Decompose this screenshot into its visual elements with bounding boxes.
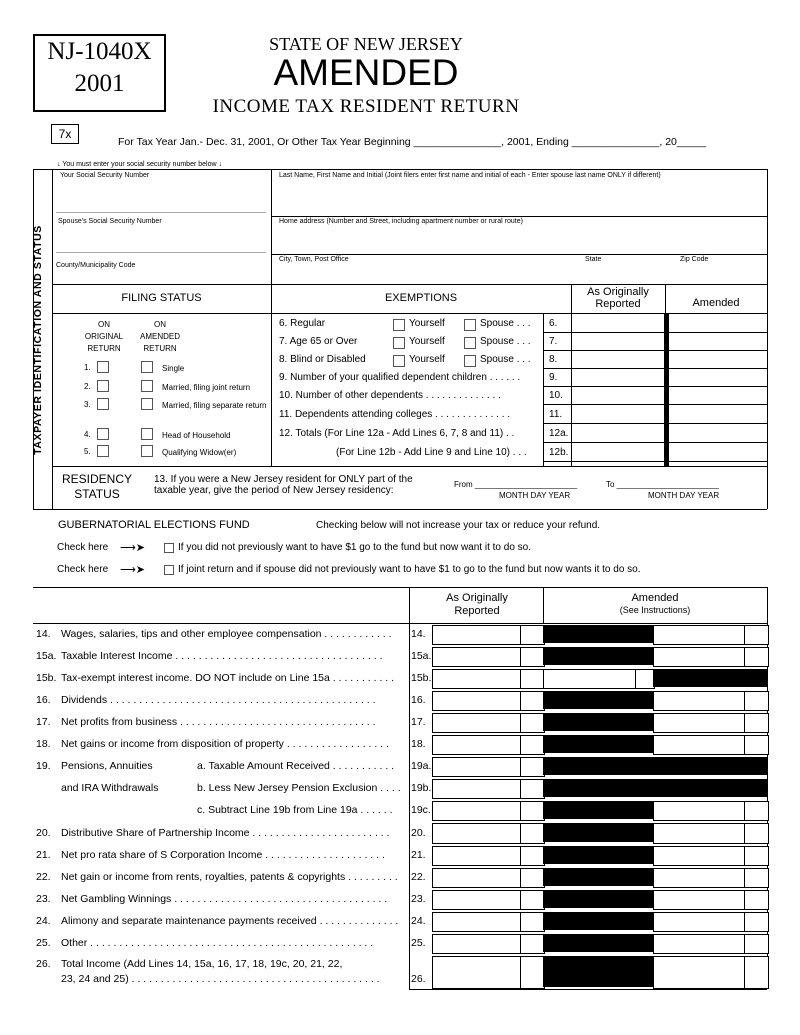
- income-col-amended-note: (See Instructions): [619, 605, 691, 615]
- income-amended-cents[interactable]: [744, 735, 769, 755]
- filing-status-number: 5.: [84, 447, 91, 456]
- income-amended-field[interactable]: [653, 868, 747, 888]
- shaded-block: [543, 890, 654, 908]
- income-original-cents[interactable]: [520, 934, 545, 954]
- income-original-cents[interactable]: [520, 912, 545, 932]
- exemption-label: 9. Number of your qualified dependent children . . . . . .: [279, 372, 521, 383]
- income-amended-field[interactable]: [653, 956, 747, 989]
- income-original-field[interactable]: [432, 912, 523, 932]
- exemption-spouse-checkbox[interactable]: [464, 337, 476, 349]
- filing-status-original-checkbox[interactable]: [97, 380, 109, 392]
- income-original-cents[interactable]: [520, 625, 545, 645]
- income-original-field[interactable]: [432, 779, 523, 799]
- form-id: NJ-1040X: [47, 38, 152, 65]
- exemption-amended-field[interactable]: [670, 333, 766, 350]
- exemption-line-number: 11.: [549, 409, 563, 420]
- income-original-field[interactable]: [432, 669, 523, 689]
- exemption-line-number: 12a.: [549, 428, 569, 439]
- income-line-label: and IRA Withdrawals: [61, 782, 159, 794]
- income-original-field[interactable]: [432, 625, 523, 645]
- exemption-label: 7. Age 65 or Over: [279, 336, 358, 347]
- income-amended-field[interactable]: [653, 735, 747, 755]
- shaded-block: [543, 647, 654, 665]
- exemption-original-field[interactable]: [572, 333, 664, 350]
- income-amended-cents[interactable]: [744, 823, 769, 844]
- exemption-label: 6. Regular: [279, 318, 326, 329]
- exemption-line-number: 10.: [549, 390, 563, 401]
- income-original-field[interactable]: [432, 713, 523, 733]
- exemption-original-field[interactable]: [572, 387, 664, 404]
- county-label: County/Municipality Code: [56, 262, 136, 269]
- exemption-yourself-label: Yourself: [409, 354, 445, 365]
- income-line-ref: 24.: [411, 915, 426, 927]
- exemption-spouse-label: Spouse . . .: [480, 318, 531, 329]
- income-original-field[interactable]: [432, 846, 523, 866]
- exemption-spouse-checkbox[interactable]: [464, 319, 476, 331]
- income-sub-label: c. Subtract Line 19b from Line 19a . . . . . .: [197, 804, 393, 816]
- state-title: STATE OF NEW JERSEY: [269, 34, 463, 54]
- exemption-label: 12. Totals (For Line 12a - Add Lines 6, 7, 8 and 11) . .: [279, 428, 515, 439]
- exemption-original-field[interactable]: [572, 315, 664, 332]
- shaded-block: [543, 735, 654, 753]
- shaded-block: [543, 625, 654, 643]
- exemption-line-number: 7.: [549, 336, 558, 347]
- arrow-right-icon: ⟶➤: [120, 542, 145, 554]
- income-original-cents[interactable]: [520, 956, 545, 989]
- income-amended-field[interactable]: [653, 691, 747, 711]
- income-line-number: 15b.: [36, 672, 57, 684]
- income-original-field[interactable]: [432, 735, 523, 755]
- income-original-cents[interactable]: [520, 801, 545, 821]
- exemptions-col-original: As Originally Reported: [587, 286, 649, 310]
- income-amended-field[interactable]: [653, 846, 747, 866]
- income-sub-label: a. Taxable Amount Received . . . . . . . . . . .: [197, 760, 395, 772]
- income-amended-cents[interactable]: [744, 801, 769, 821]
- income-line-ref: 19a.: [411, 760, 432, 772]
- shaded-block: [543, 934, 654, 952]
- spouse-ssn-input[interactable]: [56, 252, 266, 253]
- income-line-number: 21.: [36, 849, 51, 861]
- income-line-ref: 20.: [411, 827, 426, 839]
- spouse-ssn-label: Spouse's Social Security Number: [58, 218, 162, 225]
- shaded-block: [543, 823, 654, 842]
- exemption-yourself-checkbox[interactable]: [393, 319, 405, 331]
- income-amended-cents[interactable]: [744, 846, 769, 866]
- income-line-number: 19.: [36, 760, 51, 772]
- income-original-cents[interactable]: [520, 890, 545, 910]
- exemption-original-field[interactable]: [572, 406, 664, 423]
- filing-status-label: Married, filing joint return: [162, 383, 251, 392]
- col-on-original: ON ORIGINAL RETURN: [84, 320, 124, 353]
- zip-label: Zip Code: [680, 256, 709, 263]
- exemption-label: (For Line 12b - Add Line 9 and Line 10) . . .: [336, 447, 527, 458]
- filing-status-original-checkbox[interactable]: [97, 428, 109, 440]
- exemption-label: 11. Dependents attending colleges . . . . . . . . . . . . . .: [279, 409, 511, 420]
- income-original-field[interactable]: [432, 956, 523, 989]
- income-line-ref: 19c.: [411, 804, 431, 816]
- side-label: TAXPAYER IDENTIFICATION AND STATUS: [32, 225, 44, 455]
- exemption-spouse-label: Spouse . . .: [480, 354, 531, 365]
- income-line-label: Net gain or income from rents, royalties, patents & copyrights . . . . . . . . .: [61, 871, 398, 883]
- exemption-amended-field[interactable]: [670, 425, 766, 442]
- name-label: Last Name, First Name and Initial (Joint filers enter first name and initial of each - Enter spouse last name ONLY if different): [279, 172, 661, 179]
- form-subtitle: INCOME TAX RESIDENT RETURN: [212, 96, 520, 117]
- exemptions-title: EXEMPTIONS: [384, 292, 458, 304]
- shaded-block: [543, 846, 654, 864]
- income-amended-cents[interactable]: [744, 890, 769, 910]
- filing-status-original-checkbox[interactable]: [97, 445, 109, 457]
- income-line-label: Net Gambling Winnings . . . . . . . . . . . . . . . . . . . . . . . . . . . . . . . . . . . . .: [61, 893, 388, 905]
- income-original-field[interactable]: [432, 868, 523, 888]
- income-line-ref: 22.: [411, 871, 426, 883]
- elections-fund-title: GUBERNATORIAL ELECTIONS FUND: [58, 519, 250, 531]
- income-line-label: Distributive Share of Partnership Income . . . . . . . . . . . . . . . . . . . . . . . .: [61, 827, 390, 839]
- income-line-label: Net profits from business . . . . . . . . . . . . . . . . . . . . . . . . . . . . . . . . . .: [61, 716, 376, 728]
- income-col-original: As Originally Reported: [446, 592, 508, 617]
- income-line-label: Total Income (Add Lines 14, 15a, 16, 17, 18, 19c, 20, 21, 22,: [61, 958, 343, 970]
- ssn-label: Your Social Security Number: [60, 172, 150, 179]
- exemption-amended-field[interactable]: [670, 406, 766, 423]
- income-amended-cents[interactable]: [744, 625, 769, 645]
- income-line-ref: 16.: [411, 694, 426, 706]
- filing-status-number: 2.: [84, 382, 91, 391]
- income-line-label-cont: 23, 24 and 25) . . . . . . . . . . . . . . . . . . . . . . . . . . . . . . . . . . . . . . . . . . .: [61, 973, 380, 985]
- exemption-original-field[interactable]: [572, 369, 664, 386]
- income-line-number: 20.: [36, 827, 51, 839]
- income-amended-field[interactable]: [653, 823, 747, 844]
- income-original-cents[interactable]: [520, 691, 545, 711]
- residency-title: RESIDENCY STATUS: [61, 472, 132, 501]
- fund-checkbox-1[interactable]: [164, 543, 174, 553]
- check-here-label-2: Check here: [57, 564, 109, 575]
- shaded-block: [543, 868, 654, 886]
- shaded-block: [543, 691, 654, 709]
- income-original-field[interactable]: [432, 890, 523, 910]
- income-amended-field[interactable]: [653, 890, 747, 910]
- filing-status-amended-checkbox[interactable]: [141, 445, 153, 457]
- income-line-ref: 21.: [411, 849, 426, 861]
- income-line-number: 23.: [36, 893, 51, 905]
- exemption-line-number: 9.: [549, 372, 558, 383]
- shaded-block: [653, 757, 767, 775]
- income-line-label: Wages, salaries, tips and other employee compensation . . . . . . . . . . . .: [61, 628, 392, 640]
- income-amended-field[interactable]: [653, 934, 747, 954]
- exemption-amended-field[interactable]: [670, 315, 766, 332]
- city-label: City, Town, Post Office: [279, 256, 349, 263]
- income-amended-cents[interactable]: [744, 956, 769, 989]
- exemption-line-number: 12b.: [549, 447, 569, 458]
- filing-status-amended-checkbox[interactable]: [141, 398, 153, 410]
- filing-status-amended-checkbox[interactable]: [141, 380, 153, 392]
- income-line-number: 16.: [36, 694, 51, 706]
- income-amended-field[interactable]: [653, 912, 747, 932]
- filing-status-number: 1.: [84, 363, 91, 372]
- income-line-number: 18.: [36, 738, 51, 750]
- income-original-cents[interactable]: [520, 868, 545, 888]
- shaded-block: [543, 801, 654, 819]
- income-line-label: Net pro rata share of S Corporation Income . . . . . . . . . . . . . . . . . . . . .: [61, 849, 385, 861]
- income-original-field[interactable]: [432, 801, 523, 821]
- income-line-label: Pensions, Annuities: [61, 760, 153, 772]
- exemption-yourself-checkbox[interactable]: [393, 355, 405, 367]
- elections-fund-note: Checking below will not increase your tax or reduce your refund.: [316, 520, 601, 531]
- income-original-field[interactable]: [432, 757, 523, 777]
- filing-status-title: FILING STATUS: [121, 292, 202, 304]
- check-here-label-1: Check here: [57, 542, 109, 553]
- income-line-ref: 23.: [411, 893, 426, 905]
- fund-option-1: If you did not previously want to have $1 go to the fund but now want it to do so.: [178, 542, 532, 553]
- income-amended-field[interactable]: [653, 647, 747, 667]
- exemption-label: 10. Number of other dependents . . . . . . . . . . . . . .: [279, 390, 501, 401]
- residency-from-format: MONTH DAY YEAR: [499, 491, 571, 500]
- income-amended-field[interactable]: [543, 669, 638, 689]
- income-original-cents[interactable]: [520, 647, 545, 667]
- filing-status-label: Married, filing separate return: [162, 401, 267, 410]
- fund-option-2: If joint return and if spouse did not previously want to have $1 to go to the fund but now wants it to do so.: [178, 564, 641, 575]
- exemption-line-number: 6.: [549, 318, 558, 329]
- col-on-amended: ON AMENDED RETURN: [139, 320, 180, 353]
- income-col-amended: Amended: [631, 592, 679, 604]
- income-original-cents[interactable]: [520, 735, 545, 755]
- income-original-field[interactable]: [432, 934, 523, 954]
- income-line-number: 22.: [36, 871, 51, 883]
- form-id-box: [33, 34, 166, 112]
- form-code: 7x: [51, 124, 79, 144]
- income-original-field[interactable]: [432, 823, 523, 844]
- income-line-ref: 25.: [411, 937, 426, 949]
- filing-status-number: 3.: [84, 400, 91, 409]
- shaded-block: [543, 713, 654, 731]
- income-line-label: Alimony and separate maintenance payments received . . . . . . . . . . . . . .: [61, 915, 399, 927]
- income-amended-field[interactable]: [653, 625, 747, 645]
- shaded-block: [653, 669, 767, 687]
- residency-from[interactable]: From _______________________: [454, 480, 578, 489]
- income-line-label: Dividends . . . . . . . . . . . . . . . . . . . . . . . . . . . . . . . . . . . . . . . . . . . . . .: [61, 694, 376, 706]
- exemption-original-field[interactable]: [572, 351, 664, 368]
- income-line-ref: 18.: [411, 738, 426, 750]
- income-line-number: 15a.: [36, 650, 57, 662]
- income-line-ref: 15a.: [411, 650, 432, 662]
- income-amended-cents[interactable]: [744, 934, 769, 954]
- income-line-label: Tax-exempt interest income. DO NOT include on Line 15a . . . . . . . . . . .: [61, 672, 395, 684]
- income-amended-field[interactable]: [653, 713, 747, 733]
- income-original-cents[interactable]: [520, 846, 545, 866]
- shaded-block: [543, 757, 654, 775]
- tax-year-line[interactable]: For Tax Year Jan.- Dec. 31, 2001, Or Other Tax Year Beginning _______________, 2001, Ending _______________, 20_____: [118, 136, 707, 148]
- income-original-cents[interactable]: [520, 779, 545, 799]
- amended-title: AMENDED: [273, 52, 459, 93]
- filing-status-original-checkbox[interactable]: [97, 398, 109, 410]
- exemption-yourself-checkbox[interactable]: [393, 337, 405, 349]
- filing-status-number: 4.: [84, 430, 91, 439]
- exemption-yourself-label: Yourself: [409, 318, 445, 329]
- ssn-notice: ↓ You must enter your social security number below ↓: [57, 161, 222, 168]
- filing-status-amended-checkbox[interactable]: [141, 428, 153, 440]
- income-line-ref: 26.: [411, 973, 426, 985]
- shaded-block: [653, 779, 767, 797]
- filing-status-label: Head of Household: [162, 431, 231, 440]
- income-amended-cents[interactable]: [744, 868, 769, 888]
- exemption-amended-field[interactable]: [670, 369, 766, 386]
- income-amended-cents[interactable]: [635, 669, 655, 689]
- income-line-number: 24.: [36, 915, 51, 927]
- income-original-field[interactable]: [432, 691, 523, 711]
- income-line-ref: 14.: [411, 628, 426, 640]
- exemptions-col-amended: Amended: [692, 297, 740, 309]
- income-amended-cents[interactable]: [744, 647, 769, 667]
- form-year: 2001: [74, 70, 125, 97]
- arrow-right-icon: ⟶➤: [120, 564, 145, 576]
- exemption-line-number: 8.: [549, 354, 558, 365]
- income-original-field[interactable]: [432, 647, 523, 667]
- fund-checkbox-2[interactable]: [164, 565, 174, 575]
- exemption-amended-field[interactable]: [670, 387, 766, 404]
- exemption-original-field[interactable]: [572, 444, 664, 461]
- exemption-spouse-label: Spouse . . .: [480, 336, 531, 347]
- income-line-number: 25.: [36, 937, 51, 949]
- income-sub-label: b. Less New Jersey Pension Exclusion . . . .: [197, 782, 401, 794]
- income-amended-cents[interactable]: [744, 691, 769, 711]
- exemption-amended-field[interactable]: [670, 444, 766, 461]
- income-original-cents[interactable]: [520, 713, 545, 733]
- filing-status-label: Qualifying Widow(er): [162, 448, 237, 457]
- income-line-ref: 19b.: [411, 782, 432, 794]
- income-line-number: 17.: [36, 716, 51, 728]
- income-original-cents[interactable]: [520, 669, 545, 689]
- shaded-block: [543, 912, 654, 930]
- residency-text: 13. If you were a New Jersey resident for ONLY part of the taxable year, give the period of New Jersey residency:: [154, 474, 413, 496]
- exemption-original-field[interactable]: [572, 425, 664, 442]
- address-label: Home address (Number and Street, including apartment number or rural route): [279, 218, 523, 225]
- residency-to-format: MONTH DAY YEAR: [648, 491, 720, 500]
- income-amended-cents[interactable]: [744, 912, 769, 932]
- exemption-yourself-label: Yourself: [409, 336, 445, 347]
- filing-status-original-checkbox[interactable]: [97, 361, 109, 373]
- state-label: State: [585, 256, 602, 263]
- income-line-label: Net gains or income from disposition of property . . . . . . . . . . . . . . . . . .: [61, 738, 389, 750]
- shaded-block: [543, 779, 654, 797]
- exemption-label: 8. Blind or Disabled: [279, 354, 366, 365]
- filing-status-amended-checkbox[interactable]: [141, 361, 153, 373]
- income-line-number: 26.: [36, 958, 51, 970]
- exemption-spouse-checkbox[interactable]: [464, 355, 476, 367]
- income-amended-field[interactable]: [653, 801, 747, 821]
- residency-to[interactable]: To _______________________: [606, 480, 720, 489]
- ssn-input[interactable]: [56, 212, 266, 213]
- income-line-ref: 17.: [411, 716, 426, 728]
- exemption-amended-field[interactable]: [670, 351, 766, 368]
- income-amended-cents[interactable]: [744, 713, 769, 733]
- income-line-label: Other . . . . . . . . . . . . . . . . . . . . . . . . . . . . . . . . . . . . . . . . . . . . . . . . .: [61, 937, 374, 949]
- income-line-label: Taxable Interest Income . . . . . . . . . . . . . . . . . . . . . . . . . . . . . . . . . . . .: [61, 650, 383, 662]
- income-line-number: 14.: [36, 628, 51, 640]
- income-original-cents[interactable]: [520, 757, 545, 777]
- filing-status-label: Single: [162, 364, 185, 373]
- shaded-block: [543, 956, 654, 987]
- income-line-ref: 15b.: [411, 672, 432, 684]
- income-original-cents[interactable]: [520, 823, 545, 844]
